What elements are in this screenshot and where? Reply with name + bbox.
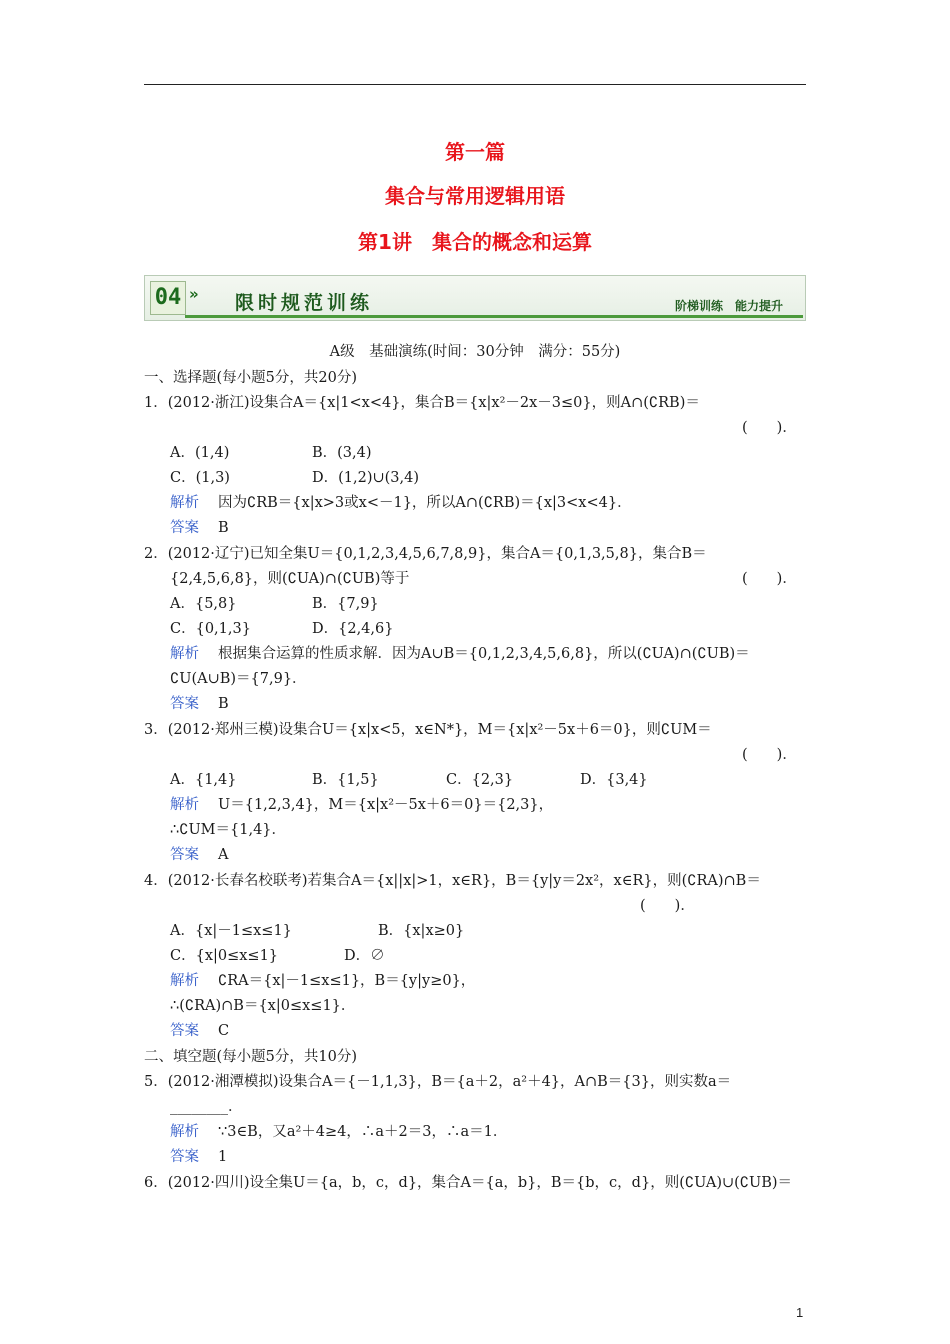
answer-label: 解析	[170, 1124, 199, 1140]
top-rule	[144, 84, 806, 85]
text-line: 1．(2012·浙江)设集合A＝{x|1<x<4}，集合B＝{x|x²－2x－3≤0}，则A∩(∁RB)＝	[144, 395, 700, 411]
banner-title: 限时规范训练	[235, 292, 374, 314]
text-line: B．(3,4)	[312, 445, 372, 461]
text-line: B．{x|x≥0}	[378, 923, 465, 939]
answer-label: 解析	[170, 797, 199, 813]
answer-label: 答案	[170, 696, 199, 712]
text-line: C．{2,3}	[446, 772, 514, 788]
text-line: ( )．	[742, 571, 797, 587]
answer-label: 解析	[170, 973, 199, 989]
text-line: D．(1,2)∪(3,4)	[312, 470, 420, 486]
text-line: ∵3∈B，又a²＋4≥4，∴a＋2＝3，∴a＝1．	[218, 1124, 508, 1140]
answer-label: 答案	[170, 520, 199, 536]
level-info: A级 基础演练(时间：30分钟 满分：55分)	[329, 344, 621, 360]
text-line: C	[218, 1023, 230, 1039]
answer-label: 答案	[170, 847, 199, 863]
text-line: C．{x|0≤x≤1}	[170, 948, 279, 964]
text-line: D．{2,4,6}	[312, 621, 394, 637]
banner-number: 04	[150, 281, 186, 315]
text-line: A．{5,8}	[170, 596, 237, 612]
text-line: ( )．	[640, 898, 695, 914]
text-line: 一、选择题(每小题5分，共20分)	[144, 370, 357, 386]
text-line: 6．(2012·四川)设全集U＝{a，b，c，d}，集合A＝{a，b}，B＝{b，c，d}，则(∁UA)∪(∁UB)＝	[144, 1175, 793, 1191]
text-line: ________．	[170, 1099, 243, 1115]
text-line: ∴∁UM＝{1,4}．	[170, 822, 287, 838]
text-line: ( )．	[742, 420, 797, 436]
text-line: 因为∁RB＝{x|x>3或x<－1}，所以A∩(∁RB)＝{x|3<x<4}．	[218, 495, 632, 511]
text-line: A．{1,4}	[170, 772, 237, 788]
text-line: D．{3,4}	[580, 772, 648, 788]
text-line: C．(1,3)	[170, 470, 230, 486]
answer-label: 解析	[170, 495, 199, 511]
text-line: B	[218, 520, 229, 536]
banner-subtitle: 阶梯训练 能力提升	[674, 299, 783, 313]
text-line: ∁RA＝{x|－1≤x≤1}，B＝{y|y≥0}，	[218, 973, 476, 989]
text-line: 2．(2012·辽宁)已知全集U＝{0,1,2,3,4,5,6,7,8,9}，集合A＝{0,1,3,5,8}，集合B＝	[144, 546, 707, 562]
text-line: B	[218, 696, 229, 712]
text-line: D．∅	[344, 948, 385, 964]
text-line: B．{7,9}	[312, 596, 379, 612]
answer-label: 答案	[170, 1149, 199, 1165]
text-line: U＝{1,2,3,4}，M＝{x|x²－5x＋6＝0}＝{2,3}，	[218, 797, 554, 813]
answer-label: 解析	[170, 646, 199, 662]
text-line: B．{1,5}	[312, 772, 379, 788]
text-line: C．{0,1,3}	[170, 621, 251, 637]
text-line: ∴(∁RA)∩B＝{x|0≤x≤1}．	[170, 998, 356, 1014]
answer-label: 答案	[170, 1023, 199, 1039]
text-line: ∁U(A∪B)＝{7,9}．	[170, 671, 307, 687]
text-line: A	[218, 847, 229, 863]
text-line: 二、填空题(每小题5分，共10分)	[144, 1049, 357, 1065]
chevron-icon: »	[189, 285, 199, 303]
text-line: A．(1,4)	[170, 445, 230, 461]
text-line: 1	[218, 1149, 228, 1165]
chapter-title: 集合与常用逻辑用语	[385, 184, 565, 208]
part-title: 第一篇	[445, 140, 505, 164]
page-number: 1	[796, 1305, 804, 1320]
banner-underline	[185, 315, 803, 318]
text-line: 根据集合运算的性质求解．因为A∪B＝{0,1,2,3,4,5,6,8}，所以(∁UA)∩(∁UB)＝	[218, 646, 750, 662]
lesson-title: 第1讲 集合的概念和运算	[358, 230, 592, 254]
text-line: A．{x|－1≤x≤1}	[170, 923, 292, 939]
section-banner	[144, 275, 806, 321]
text-line: ( )．	[742, 747, 797, 763]
text-line: 4．(2012·长春名校联考)若集合A＝{x||x|>1，x∈R}，B＝{y|y＝2x²，x∈R}，则(∁RA)∩B＝	[144, 873, 761, 889]
text-line: 5．(2012·湘潭模拟)设集合A＝{－1,1,3}，B＝{a＋2，a²＋4}，A∩B＝{3}，则实数a＝	[144, 1074, 732, 1090]
text-line: 3．(2012·郑州三模)设集合U＝{x|x<5，x∈N*}，M＝{x|x²－5x＋6＝0}，则∁UM＝	[144, 722, 712, 738]
text-line: {2,4,5,6,8}，则(∁UA)∩(∁UB)等于	[170, 571, 410, 587]
